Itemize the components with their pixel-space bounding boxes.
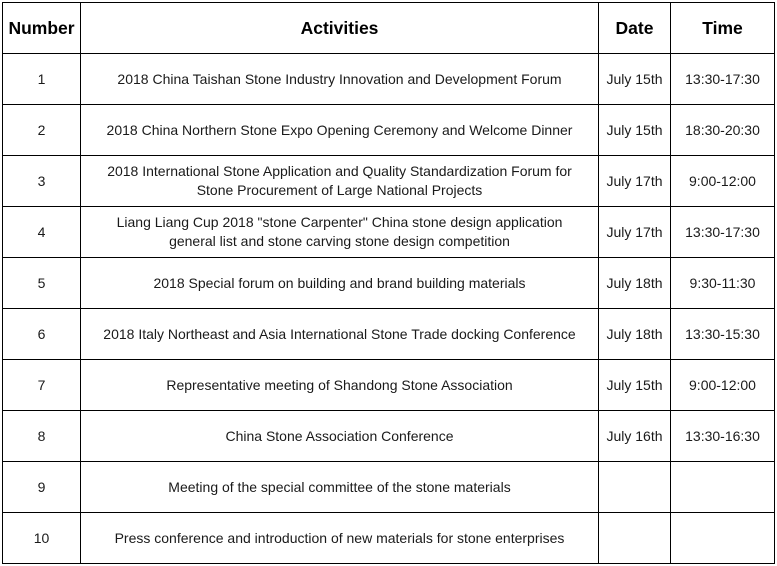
cell-date: July 17th [599, 156, 671, 207]
cell-time [671, 462, 775, 513]
table-row [3, 105, 775, 156]
table-row [3, 360, 775, 411]
cell-activity: 2018 China Northern Stone Expo Opening Ceremony and Welcome Dinner [81, 105, 599, 156]
cell-time: 9:00-12:00 [671, 360, 775, 411]
header-row [3, 3, 775, 54]
cell-activity: 2018 Special forum on building and brand building materials [81, 258, 599, 309]
cell-time: 9:00-12:00 [671, 156, 775, 207]
cell-number: 1 [3, 54, 81, 105]
cell-date [599, 462, 671, 513]
cell-activity: China Stone Association Conference [81, 411, 599, 462]
cell-number: 5 [3, 258, 81, 309]
cell-number: 10 [3, 513, 81, 564]
cell-time: 13:30-15:30 [671, 309, 775, 360]
header-time: Time [671, 3, 775, 54]
cell-number: 7 [3, 360, 81, 411]
cell-date: July 18th [599, 258, 671, 309]
cell-time: 13:30-17:30 [671, 54, 775, 105]
cell-time [671, 513, 775, 564]
header-activities: Activities [81, 3, 599, 54]
cell-date: July 17th [599, 207, 671, 258]
table-row [3, 309, 775, 360]
cell-time: 18:30-20:30 [671, 105, 775, 156]
cell-date: July 15th [599, 360, 671, 411]
cell-activity: 2018 Italy Northeast and Asia International Stone Trade docking Conference [81, 309, 599, 360]
table-row [3, 258, 775, 309]
cell-time: 13:30-17:30 [671, 207, 775, 258]
table-row [3, 513, 775, 564]
cell-activity: Meeting of the special committee of the stone materials [81, 462, 599, 513]
header-date: Date [599, 3, 671, 54]
table-row [3, 411, 775, 462]
cell-number: 2 [3, 105, 81, 156]
cell-activity: 2018 International Stone Application and Quality Standardization Forum for Stone Procurement of Large National Projects [81, 156, 599, 207]
cell-activity: Representative meeting of Shandong Stone Association [81, 360, 599, 411]
cell-date: July 18th [599, 309, 671, 360]
cell-number: 8 [3, 411, 81, 462]
cell-time: 13:30-16:30 [671, 411, 775, 462]
table-row [3, 156, 775, 207]
cell-activity: Liang Liang Cup 2018 "stone Carpenter" China stone design application general list and stone carving stone design competition [81, 207, 599, 258]
cell-date: July 16th [599, 411, 671, 462]
cell-date: July 15th [599, 54, 671, 105]
table-row [3, 54, 775, 105]
cell-date [599, 513, 671, 564]
cell-number: 3 [3, 156, 81, 207]
cell-activity: 2018 China Taishan Stone Industry Innovation and Development Forum [81, 54, 599, 105]
cell-activity: Press conference and introduction of new materials for stone enterprises [81, 513, 599, 564]
cell-date: July 15th [599, 105, 671, 156]
cell-number: 6 [3, 309, 81, 360]
cell-number: 4 [3, 207, 81, 258]
cell-number: 9 [3, 462, 81, 513]
table-row [3, 462, 775, 513]
cell-time: 9:30-11:30 [671, 258, 775, 309]
header-number: Number [3, 3, 81, 54]
activity-schedule-table [2, 2, 775, 564]
table-row [3, 207, 775, 258]
